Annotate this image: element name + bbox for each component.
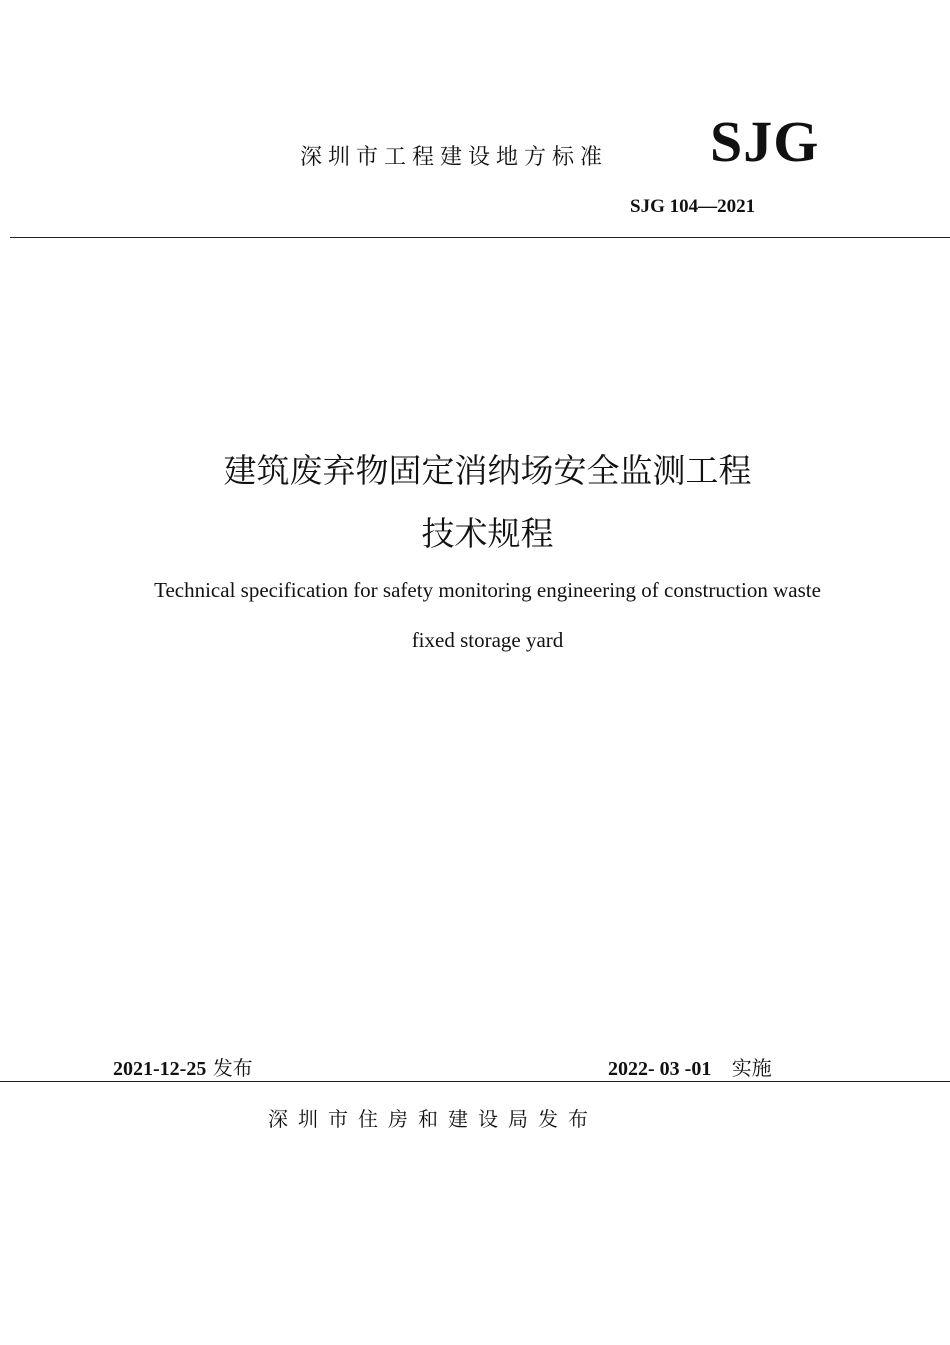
issue-date-line	[113, 1052, 253, 1081]
implementation-date-line	[608, 1052, 772, 1081]
title-chinese-line-2: 技术规程	[421, 514, 554, 553]
title-english-line-2: fixed storage yard	[411, 628, 564, 652]
issuing-authority: 深圳市住房和建设局发布	[268, 1107, 598, 1131]
bottom-divider	[0, 1081, 950, 1082]
title-chinese-line-1: 建筑废弃物固定消纳场安全监测工程	[223, 451, 752, 490]
implementation-date: 2022- 03 -01	[608, 1058, 712, 1080]
standard-number: SJG 104—2021	[630, 196, 756, 217]
standard-logo-code: SJG	[710, 109, 820, 174]
issue-date: 2021-12-25	[113, 1058, 207, 1080]
implementation-label: 实施	[731, 1056, 772, 1080]
top-divider	[10, 237, 950, 238]
issue-label: 发布	[212, 1056, 253, 1080]
title-english-line-1: Technical specification for safety monitoring engineering of construction waste	[154, 578, 821, 602]
standard-series-name: 深圳市工程建设地方标准	[300, 145, 609, 170]
